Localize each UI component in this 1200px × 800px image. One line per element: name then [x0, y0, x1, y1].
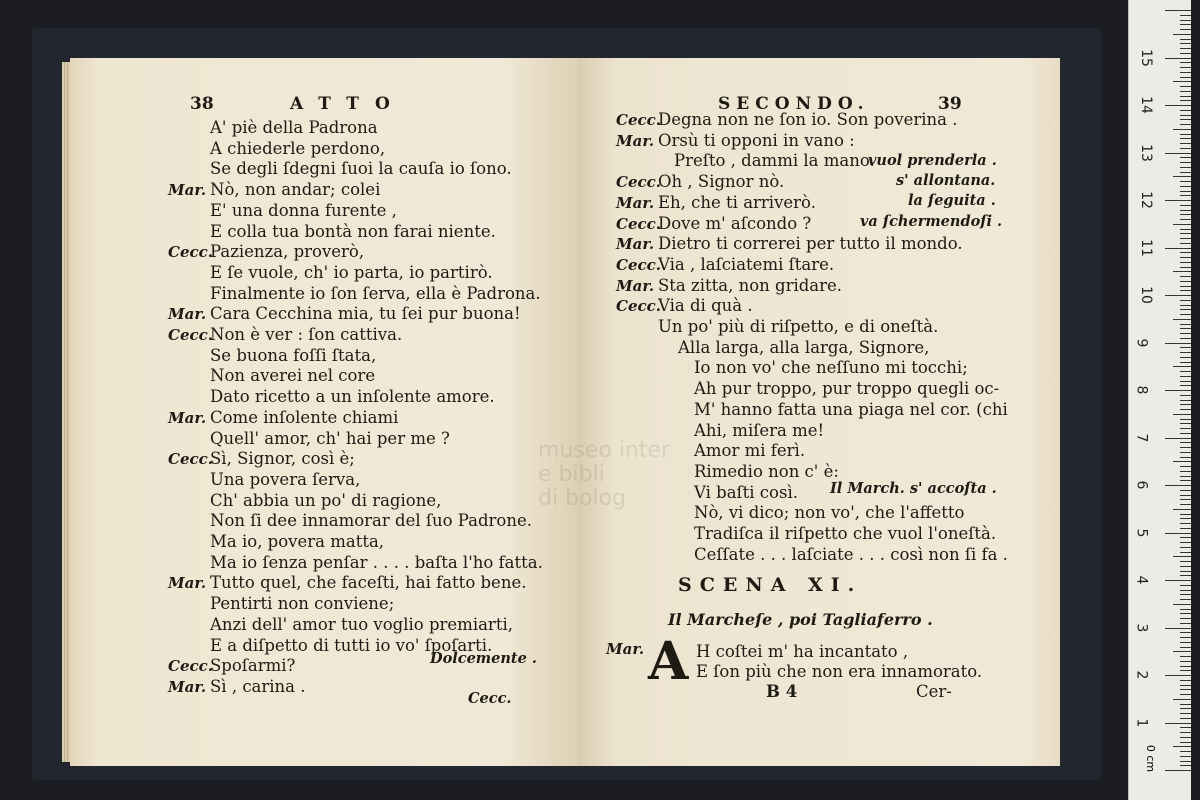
ruler-tick — [1180, 395, 1191, 396]
ruler-tick — [1180, 742, 1191, 743]
verse-line: Ma io ſenza penſar . . . . baſta l'ho fatta. — [210, 552, 543, 572]
speaker-label: Cecc. — [616, 111, 661, 129]
ruler-tick — [1180, 162, 1191, 163]
ruler-tick — [1180, 732, 1191, 733]
ruler-tick — [1180, 518, 1191, 519]
ruler-tick — [1180, 186, 1191, 187]
ruler-tick — [1180, 661, 1191, 662]
speaker-label: Cecc. — [168, 450, 213, 469]
ruler-tick — [1180, 385, 1191, 386]
watermark-line-2: e bibli — [538, 462, 605, 487]
ruler-tick — [1180, 371, 1191, 372]
ruler-tick — [1180, 62, 1191, 63]
ruler-tick — [1180, 613, 1191, 614]
ruler-tick — [1173, 366, 1191, 367]
ruler-tick — [1180, 618, 1191, 619]
verse-line: Orsù ti opponi in vano : — [658, 130, 855, 150]
verse-line: Ah pur troppo, pur troppo quegli oc- — [694, 379, 1000, 399]
ruler-tick — [1173, 699, 1191, 700]
ruler-tick — [1165, 343, 1191, 344]
ruler-tick — [1180, 286, 1191, 287]
verse-line: Io non vo' che neſſuno mi tocchi; — [694, 358, 968, 378]
ruler-tick — [1180, 490, 1191, 491]
ruler-tick — [1180, 409, 1191, 410]
left-running-head: ATTO — [290, 94, 406, 114]
ruler-tick — [1180, 585, 1191, 586]
ruler-tick — [1180, 262, 1191, 263]
ruler-tick — [1165, 628, 1191, 629]
speaker-label: Mar. — [168, 305, 207, 324]
ruler-tick — [1180, 647, 1191, 648]
verse-line: E a diſpetto di tutti io vo' ſpoſarti. — [210, 635, 493, 655]
ruler-tick — [1180, 765, 1191, 766]
ruler-tick — [1180, 324, 1191, 325]
ruler-tick — [1165, 390, 1191, 391]
left-page-number: 38 — [190, 94, 214, 114]
ruler-tick — [1180, 727, 1191, 728]
ruler-tick — [1165, 10, 1191, 11]
speaker-label: Cecc. — [168, 657, 213, 676]
ruler-tick — [1180, 480, 1191, 481]
verse-line: Non ſi dee innamorar del ſuo Padrone. — [210, 511, 532, 531]
verse-line: Oh , Signor nò. — [658, 172, 785, 192]
verse-line: Spoſarmi? — [210, 656, 296, 676]
ruler-tick — [1180, 761, 1191, 762]
verse-line: Dietro ti correrei per tutto il mondo. — [658, 234, 963, 254]
ruler-tick — [1173, 509, 1191, 510]
stage-direction-dolcemente: Dolcemente . — [430, 650, 537, 667]
ruler-tick — [1180, 172, 1191, 173]
ruler-tick — [1180, 328, 1191, 329]
right-running-head: SECONDO. — [718, 94, 870, 114]
ruler-tick — [1180, 704, 1191, 705]
ruler-tick — [1165, 248, 1191, 249]
verse-line: Ch' abbia un po' di ragione, — [210, 490, 442, 510]
verse-line: Finalmente io ſon ſerva, ella è Padrona. — [210, 283, 541, 303]
verse-line: Via , laſciatemi ſtare. — [658, 254, 835, 274]
ruler-tick — [1180, 552, 1191, 553]
verse-line: Come inſolente chiami — [210, 407, 399, 427]
speaker-label: Mar. — [616, 235, 655, 254]
ruler-tick — [1180, 290, 1191, 291]
ruler-tick — [1180, 442, 1191, 443]
right-page — [538, 58, 1060, 766]
ruler-tick — [1180, 91, 1191, 92]
verse-line: A' piè della Padrona — [210, 118, 378, 137]
ruler-tick — [1180, 708, 1191, 709]
ruler-tick — [1180, 267, 1191, 268]
speaker-label: Cecc. — [616, 173, 661, 192]
verse-line: Nò, vi dico; non vo', che l'affetto — [694, 503, 965, 523]
ruler-tick — [1180, 504, 1191, 505]
verse-line: Amor mi ferì. — [694, 441, 806, 461]
ruler-tick — [1180, 537, 1191, 538]
ruler-tick — [1180, 167, 1191, 168]
ruler-tick — [1180, 381, 1191, 382]
ruler-tick — [1180, 751, 1191, 752]
ruler-tick — [1180, 599, 1191, 600]
ruler-tick — [1180, 575, 1191, 576]
verse-line: Rimedio non c' è: — [694, 461, 839, 481]
verse-line: Ahi, miſera me! — [694, 420, 825, 440]
ruler-tick — [1180, 134, 1191, 135]
verse-line: Se degli ſdegni ſuoi la cauſa io ſono. — [210, 159, 512, 179]
ruler-tick — [1165, 153, 1191, 154]
scene-title: SCENA XI. — [678, 574, 863, 596]
speaker-label: Mar. — [616, 276, 655, 295]
ruler-tick — [1180, 756, 1191, 757]
ruler-tick — [1180, 238, 1191, 239]
ruler-tick — [1180, 547, 1191, 548]
ruler-tick — [1173, 81, 1191, 82]
ruler-tick — [1173, 319, 1191, 320]
ruler-tick — [1180, 666, 1191, 667]
verse-line: Sì, Signor, così è; — [210, 449, 355, 469]
ruler-tick — [1180, 642, 1191, 643]
speaker-label: Cecc. — [616, 214, 661, 233]
ruler-tick — [1180, 514, 1191, 515]
verse-line: Non è ver : ſon cattiva. — [210, 325, 403, 344]
ruler-tick — [1180, 737, 1191, 738]
ruler-tick — [1180, 214, 1191, 215]
ruler-number: 7 — [1133, 433, 1150, 442]
ruler-tick — [1180, 400, 1191, 401]
ruler-tick — [1180, 528, 1191, 529]
ruler-number: 11 — [1137, 238, 1154, 257]
ruler-tick — [1173, 461, 1191, 462]
ruler-tick — [1180, 499, 1191, 500]
final-speaker: Mar. — [606, 640, 645, 658]
verse-line: Via di quà . — [658, 296, 753, 316]
ruler-tick — [1180, 100, 1191, 101]
ruler-tick — [1165, 723, 1191, 724]
ruler-tick — [1173, 746, 1191, 747]
ruler-tick — [1180, 195, 1191, 196]
ruler-tick — [1180, 39, 1191, 40]
ruler-tick — [1180, 24, 1191, 25]
ruler-tick — [1180, 338, 1191, 339]
ruler-tick — [1165, 675, 1191, 676]
ruler-tick — [1180, 233, 1191, 234]
speaker-label: Mar. — [168, 574, 207, 593]
ruler-number: 4 — [1133, 575, 1150, 585]
ruler-tick — [1180, 637, 1191, 638]
stage-direction-3: la ſeguita . — [908, 192, 996, 209]
verse-line: Una povera ſerva, — [210, 469, 361, 489]
stage-direction-5: Il March. s' accoſta . — [830, 480, 997, 497]
ruler-number: 10 — [1137, 286, 1154, 304]
ruler-tick — [1180, 53, 1191, 54]
ruler-tick — [1173, 271, 1191, 272]
ruler-number: 5 — [1133, 528, 1150, 537]
ruler-tick — [1180, 495, 1191, 496]
ruler-tick — [1180, 423, 1191, 424]
verse-line: Dato ricetto a un inſolente amore. — [210, 387, 495, 407]
ruler-tick — [1180, 77, 1191, 78]
verse-line: Sì , carina . — [210, 676, 306, 696]
ruler-tick — [1180, 471, 1191, 472]
ruler-tick — [1165, 485, 1191, 486]
ruler-tick — [1180, 115, 1191, 116]
verse-line: Sta zitta, non gridare. — [658, 275, 843, 295]
ruler-tick — [1173, 414, 1191, 415]
ruler-tick — [1180, 452, 1191, 453]
ruler-tick — [1180, 281, 1191, 282]
verse-line: Anzi dell' amor tuo voglio premiarti, — [210, 614, 513, 634]
ruler-tick — [1180, 466, 1191, 467]
watermark-line-1: museo inter — [538, 438, 671, 463]
verse-line: A chiederle perdono, — [210, 138, 386, 158]
verse-line: Tutto quel, che faceſti, hai fatto bene. — [210, 573, 527, 593]
ruler-number: 6 — [1133, 480, 1150, 490]
ruler-tick — [1180, 257, 1191, 258]
verse-line: Eh, che ti arriverò. — [658, 192, 816, 212]
ruler-tick — [1180, 419, 1191, 420]
ruler-number: 13 — [1137, 143, 1154, 162]
signature-mark: B 4 — [766, 682, 798, 701]
left-catchword: Cecc. — [468, 690, 512, 707]
verse-line: Ma io, povera matta, — [210, 532, 385, 551]
stage-direction-1: vuol prenderla . — [868, 152, 997, 169]
ruler-number: 12 — [1137, 191, 1154, 209]
ruler-tick — [1180, 29, 1191, 30]
ruler-tick — [1180, 718, 1191, 719]
ruler-tick — [1180, 305, 1191, 306]
ruler-tick — [1180, 689, 1191, 690]
speaker-label: Mar. — [616, 193, 655, 212]
verse-line: E colla tua bontà non farai niente. — [210, 221, 496, 241]
ruler-tick — [1180, 219, 1191, 220]
ruler-tick — [1173, 34, 1191, 35]
verse-line: Pazienza, proverò, — [210, 242, 365, 262]
ruler-tick — [1180, 48, 1191, 49]
ruler-tick — [1180, 229, 1191, 230]
ruler-tick — [1180, 333, 1191, 334]
ruler-tick — [1180, 685, 1191, 686]
ruler-tick — [1180, 594, 1191, 595]
ruler-tick — [1180, 590, 1191, 591]
ruler-tick — [1180, 680, 1191, 681]
ruler-tick — [1180, 694, 1191, 695]
ruler-number: 1 — [1133, 718, 1150, 727]
ruler-tick — [1173, 604, 1191, 605]
speaker-label: Cecc. — [616, 297, 661, 316]
ruler-tick — [1180, 347, 1191, 348]
ruler-number: 3 — [1133, 623, 1150, 632]
verse-line: Cara Cecchina mia, tu ſei pur buona! — [210, 304, 521, 324]
ruler-tick — [1180, 542, 1191, 543]
verse-line: Un po' più di riſpetto, e di oneſtà. — [658, 317, 939, 336]
ruler-tick — [1180, 433, 1191, 434]
ruler-tick — [1180, 476, 1191, 477]
ruler-number: 2 — [1133, 670, 1150, 680]
drop-cap: A — [648, 631, 689, 692]
ruler-tick — [1165, 438, 1191, 439]
verse-line: Ceſſate . . . laſciate . . . così non ſi fa . — [694, 544, 1008, 564]
ruler-tick — [1180, 124, 1191, 125]
ruler-tick — [1180, 191, 1191, 192]
ruler-tick — [1180, 43, 1191, 44]
ruler-tick — [1165, 295, 1191, 296]
verse-line: Se buona foſſi ſtata, — [210, 345, 377, 365]
right-page-number: 39 — [938, 94, 962, 114]
final-line-1: H coſtei m' ha incantato , — [696, 642, 909, 661]
ruler-tick — [1165, 770, 1191, 771]
verse-line: Preſto , dammi la mano. — [674, 151, 875, 171]
ruler-number: 15 — [1137, 48, 1154, 67]
ruler-tick — [1180, 143, 1191, 144]
ruler-tick — [1180, 181, 1191, 182]
ruler-tick — [1180, 300, 1191, 301]
ruler-tick — [1165, 200, 1191, 201]
right-catchword: Cer- — [916, 682, 952, 701]
ruler-tick — [1173, 556, 1191, 557]
ruler-tick — [1180, 252, 1191, 253]
ruler-tick — [1180, 561, 1191, 562]
verse-line: Quell' amor, ch' hai per me ? — [210, 428, 450, 448]
ruler-tick — [1180, 67, 1191, 68]
ruler-number: 9 — [1133, 338, 1150, 347]
ruler-tick — [1180, 357, 1191, 358]
ruler-tick — [1180, 571, 1191, 572]
verse-line: Dove m' aſcondo ? — [658, 213, 812, 233]
ruler-tick — [1180, 713, 1191, 714]
verse-line: E' una donna furente , — [210, 200, 397, 220]
ruler-tick — [1180, 86, 1191, 87]
scene-characters: Il Marcheſe , poi Tagliaferro . — [668, 610, 933, 629]
speaker-label: Cecc. — [168, 243, 213, 262]
ruler-number: 8 — [1133, 385, 1150, 395]
speaker-label: Cecc. — [616, 255, 661, 274]
ruler-tick — [1165, 533, 1191, 534]
ruler-tick — [1173, 224, 1191, 225]
verse-line: Vi baſti così. — [694, 482, 798, 502]
ruler-tick — [1180, 632, 1191, 633]
ruler-tick — [1180, 352, 1191, 353]
ruler-tick — [1180, 110, 1191, 111]
verse-line: M' hanno fatta una piaga nel cor. (chi — [694, 399, 1008, 419]
verse-line: Alla larga, alla larga, Signore, — [678, 337, 930, 357]
ruler-tick — [1173, 176, 1191, 177]
speaker-label: Mar. — [168, 181, 207, 200]
ruler-tick — [1180, 205, 1191, 206]
ruler-tick — [1173, 129, 1191, 130]
ruler-tick — [1180, 314, 1191, 315]
ruler-tick — [1180, 148, 1191, 149]
verse-line: Nò, non andar; colei — [210, 180, 381, 200]
final-line-2: E ſon più che non era innamorato. — [696, 662, 983, 681]
ruler-unit-label: 0 cm — [1144, 744, 1158, 773]
ruler-tick — [1180, 428, 1191, 429]
ruler-tick — [1180, 119, 1191, 120]
ruler-tick — [1180, 276, 1191, 277]
ruler-tick — [1180, 376, 1191, 377]
ruler-tick — [1180, 656, 1191, 657]
verse-line: Pentirti non conviene; — [210, 594, 395, 614]
ruler-tick — [1180, 447, 1191, 448]
ruler-tick — [1180, 523, 1191, 524]
left-page — [70, 58, 578, 766]
measurement-ruler — [1128, 0, 1191, 800]
ruler-tick — [1180, 566, 1191, 567]
ruler-tick — [1165, 58, 1191, 59]
speaker-label: Mar. — [168, 677, 207, 696]
ruler-tick — [1180, 670, 1191, 671]
ruler-tick — [1180, 72, 1191, 73]
ruler-tick — [1180, 210, 1191, 211]
ruler-tick — [1165, 105, 1191, 106]
ruler-tick — [1180, 457, 1191, 458]
stage-direction-2: s' allontana. — [896, 172, 996, 189]
ruler-tick — [1180, 623, 1191, 624]
ruler-tick — [1180, 157, 1191, 158]
ruler-number: 14 — [1137, 96, 1154, 114]
speaker-label: Mar. — [168, 408, 207, 427]
verse-line: Tradiſca il riſpetto che vuol l'oneſtà. — [694, 524, 997, 543]
ruler-tick — [1180, 243, 1191, 244]
stage-direction-4: va ſchermendoſi . — [860, 213, 1003, 230]
watermark-line-3: di bolog — [538, 486, 627, 511]
ruler-tick — [1180, 138, 1191, 139]
ruler-tick — [1173, 651, 1191, 652]
speaker-label: Mar. — [616, 131, 655, 150]
ruler-tick — [1180, 362, 1191, 363]
ruler-tick — [1180, 20, 1191, 21]
verse-line: E ſe vuole, ch' io parta, io partirò. — [210, 262, 493, 282]
ruler-tick — [1180, 96, 1191, 97]
ruler-tick — [1180, 309, 1191, 310]
verse-line: Non averei nel core — [210, 366, 376, 386]
ruler-tick — [1180, 404, 1191, 405]
verse-line: Degna non ne ſon io. Son poverina . — [658, 110, 958, 129]
ruler-tick — [1165, 580, 1191, 581]
ruler-tick — [1180, 609, 1191, 610]
speaker-label: Cecc. — [168, 326, 213, 344]
ruler-tick — [1180, 15, 1191, 16]
